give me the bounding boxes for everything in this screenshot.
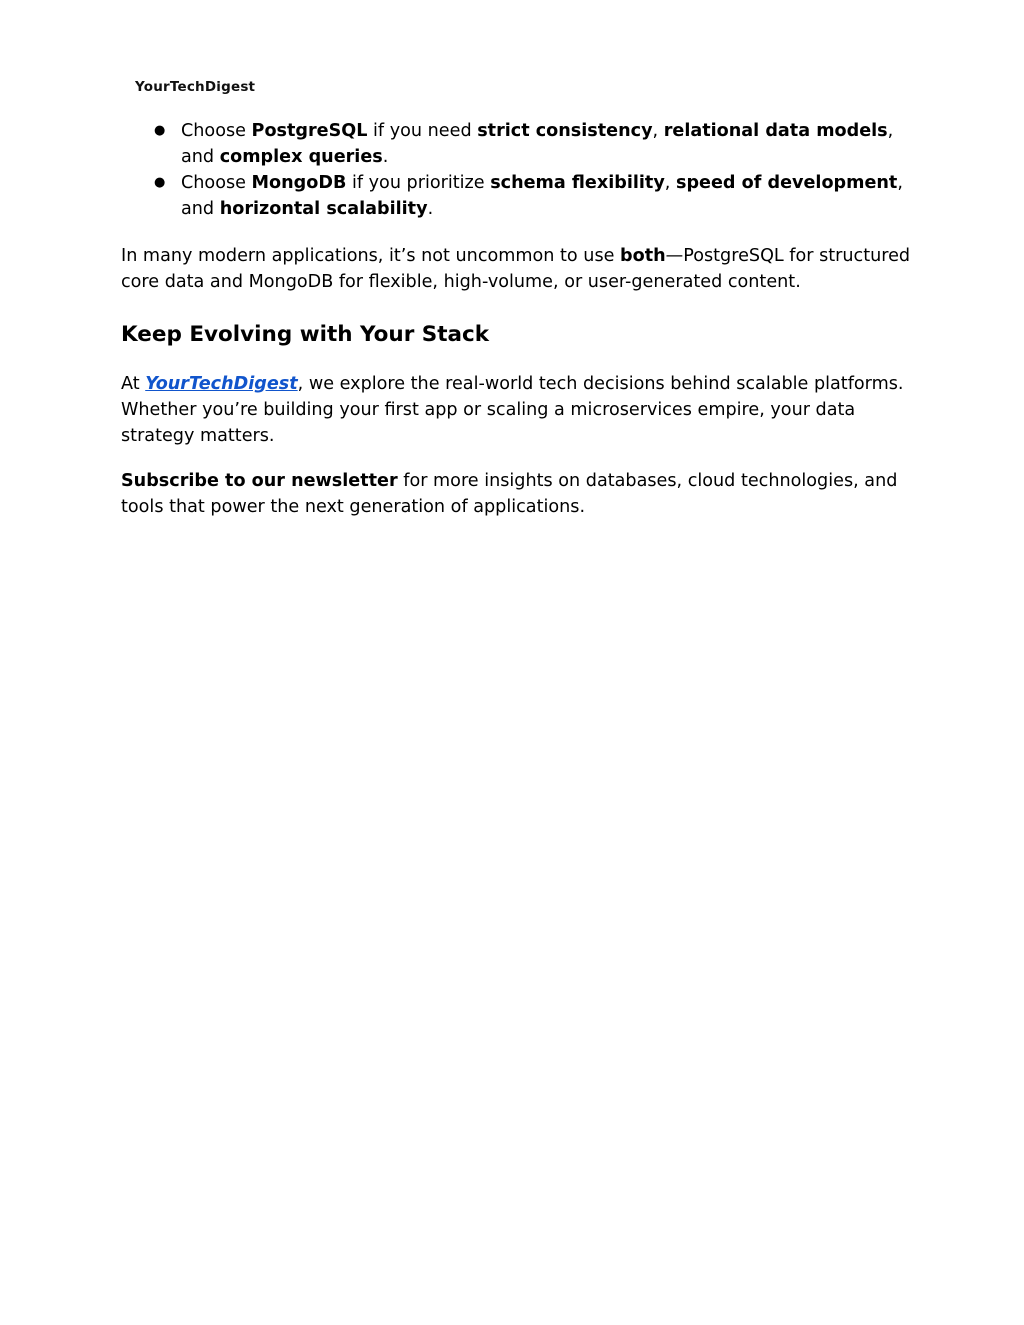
bullet-icon: ●	[154, 175, 166, 190]
about-paragraph	[121, 371, 911, 449]
list-bold: horizontal scalability	[219, 199, 428, 219]
paragraph-bold: both	[620, 246, 666, 266]
list-bold: MongoDB	[251, 173, 347, 193]
recommendation-list	[121, 118, 911, 222]
paragraph-text: , we explore the real-world tech decisions behind scalable platforms. Whether you’re building your first app or scaling a microservices empire, your data strategy matters.	[121, 374, 904, 446]
list-text: ,	[652, 121, 664, 141]
section-heading: Keep Evolving with Your Stack	[121, 322, 490, 347]
list-bold: complex queries	[219, 147, 383, 167]
list-text: ,	[664, 173, 676, 193]
site-logo: YourTechDigest	[135, 79, 256, 95]
list-text: Choose	[181, 121, 252, 141]
article-body	[121, 118, 911, 520]
list-item-mongodb	[121, 170, 911, 222]
list-text: Choose	[181, 173, 252, 193]
list-text: if you prioritize	[346, 173, 491, 193]
paragraph-text: In many modern applications, it’s not uncommon to use	[121, 246, 621, 266]
paragraph-text: At	[121, 374, 146, 394]
subscribe-cta: Subscribe to our newsletter	[121, 471, 398, 491]
list-bold: PostgreSQL	[251, 121, 368, 141]
both-paragraph	[121, 243, 911, 295]
list-bold: schema flexibility	[490, 173, 665, 193]
list-item-postgresql	[121, 118, 911, 170]
list-text: .	[382, 147, 389, 167]
subscribe-paragraph	[121, 468, 911, 520]
yourtechdigest-link[interactable]: YourTechDigest	[145, 374, 298, 394]
bullet-icon: ●	[154, 123, 166, 138]
paragraph-text: for more insights on databases, cloud technologies, and tools that power the next generation of applications.	[121, 471, 898, 517]
list-bold: relational data models	[663, 121, 888, 141]
list-text: if you need	[367, 121, 478, 141]
list-bold: speed of development	[675, 173, 898, 193]
paragraph-text: —PostgreSQL for structured core data and MongoDB for flexible, high-volume, or user-generated content.	[121, 246, 911, 292]
list-text: , and	[181, 173, 903, 219]
list-bold: strict consistency	[477, 121, 653, 141]
list-text: , and	[181, 121, 894, 167]
list-text: .	[427, 199, 434, 219]
